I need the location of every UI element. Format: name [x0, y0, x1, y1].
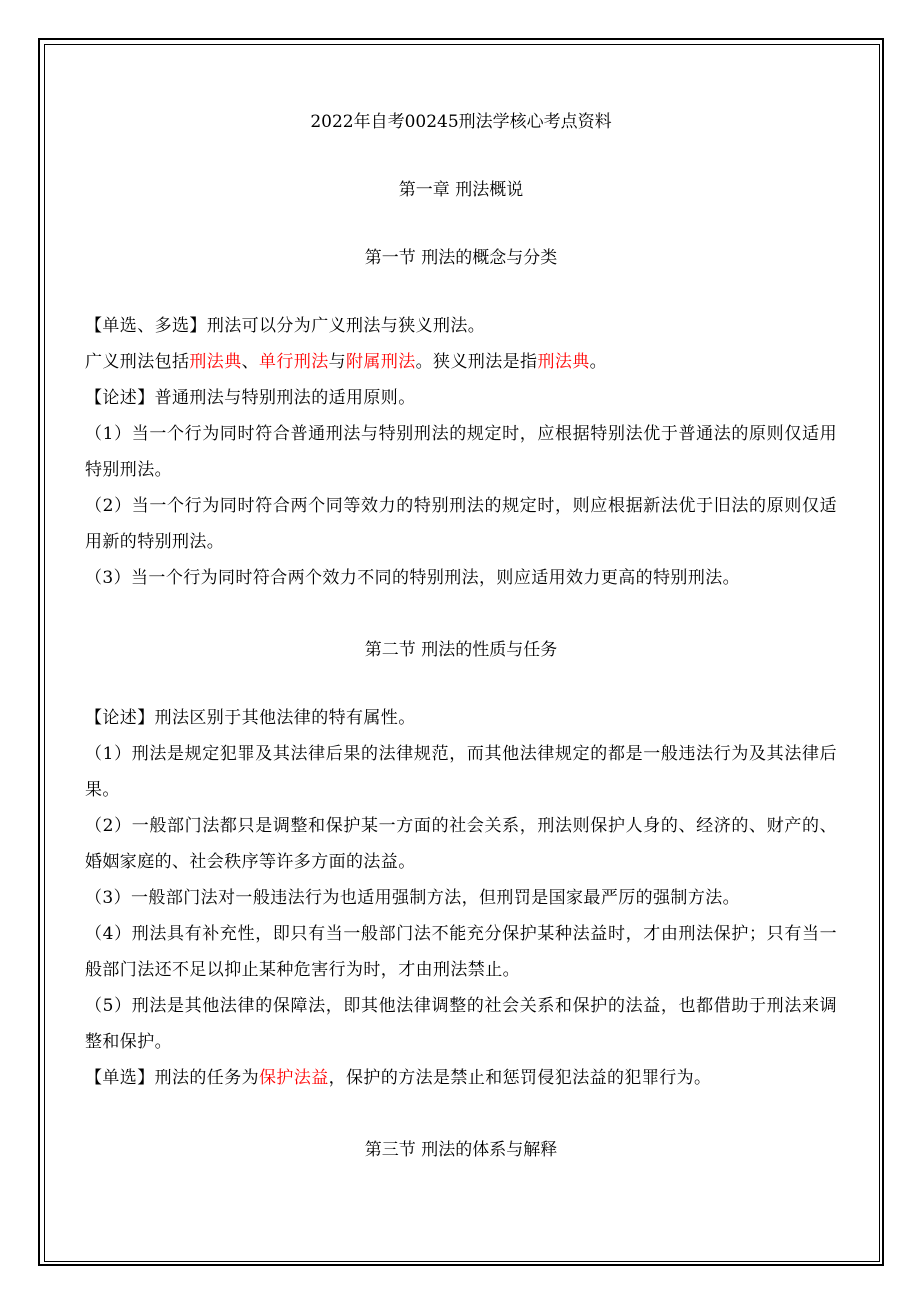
highlight-keyword: 保护法益	[259, 1068, 329, 1088]
paragraph: （1）刑法是规定犯罪及其法律后果的法律规范，而其他法律规定的都是一般违法行为及其法律后果。	[85, 744, 837, 800]
paragraph	[85, 344, 837, 380]
document-body	[85, 104, 837, 1200]
paragraph-text: 。狭义刑法是指	[415, 352, 538, 372]
highlight-keyword: 单行刑法	[259, 352, 329, 372]
question-type-tag: 【单选、多选】	[85, 316, 207, 336]
question-type-tag: 【论述】	[85, 388, 155, 408]
paragraph-text: 与	[328, 352, 347, 372]
paragraph	[85, 380, 837, 416]
paragraph	[85, 308, 837, 344]
question-type-tag: 【单选】	[85, 1068, 155, 1088]
paragraph-text: 刑法的任务为	[154, 1068, 260, 1088]
highlight-keyword: 附属刑法	[346, 352, 416, 372]
section-heading-3: 第三节 刑法的体系与解释	[364, 1140, 558, 1160]
paragraph-text: 。	[589, 352, 608, 372]
paragraph-text: 、	[241, 352, 260, 372]
paragraph	[85, 700, 837, 736]
paragraph-text: 刑法区别于其他法律的特有属性。	[154, 708, 416, 728]
paragraph-text: 广义刑法包括	[85, 352, 190, 372]
highlight-keyword: 刑法典	[537, 352, 590, 372]
paragraph	[85, 1060, 837, 1096]
section-heading-1: 第一节 刑法的概念与分类	[364, 248, 558, 268]
paragraph: （3）一般部门法对一般违法行为也适用强制方法，但刑罚是国家最严厉的强制方法。	[85, 888, 741, 908]
paragraph: （3）当一个行为同时符合两个效力不同的特别刑法，则应适用效力更高的特别刑法。	[85, 568, 741, 588]
paragraph: （4）刑法具有补充性，即只有当一般部门法不能充分保护某种法益时，才由刑法保护；只有当一般部门法还不足以抑止某种危害行为时，才由刑法禁止。	[85, 924, 837, 980]
paragraph: （2）一般部门法都只是调整和保护某一方面的社会关系，刑法则保护人身的、经济的、财产的、婚姻家庭的、社会秩序等许多方面的法益。	[85, 816, 837, 872]
question-type-tag: 【论述】	[85, 708, 155, 728]
highlight-keyword: 刑法典	[189, 352, 242, 372]
paragraph-text: ，保护的方法是禁止和惩罚侵犯法益的犯罪行为。	[328, 1068, 712, 1088]
paragraph: （5）刑法是其他法律的保障法，即其他法律调整的社会关系和保护的法益，也都借助于刑法来调整和保护。	[85, 996, 837, 1052]
chapter-heading: 第一章 刑法概说	[398, 180, 524, 200]
paragraph: （1）当一个行为同时符合普通刑法与特别刑法的规定时，应根据特别法优于普通法的原则仅适用特别刑法。	[85, 424, 837, 480]
paragraph-text: 普通刑法与特别刑法的适用原则。	[154, 388, 416, 408]
paragraph-text: 刑法可以分为广义刑法与狭义刑法。	[206, 316, 486, 336]
paragraph: （2）当一个行为同时符合两个同等效力的特别刑法的规定时，则应根据新法优于旧法的原则仅适用新的特别刑法。	[85, 496, 837, 552]
section-heading-2: 第二节 刑法的性质与任务	[364, 640, 558, 660]
document-title: 2022年自考00245刑法学核心考点资料	[310, 112, 612, 132]
